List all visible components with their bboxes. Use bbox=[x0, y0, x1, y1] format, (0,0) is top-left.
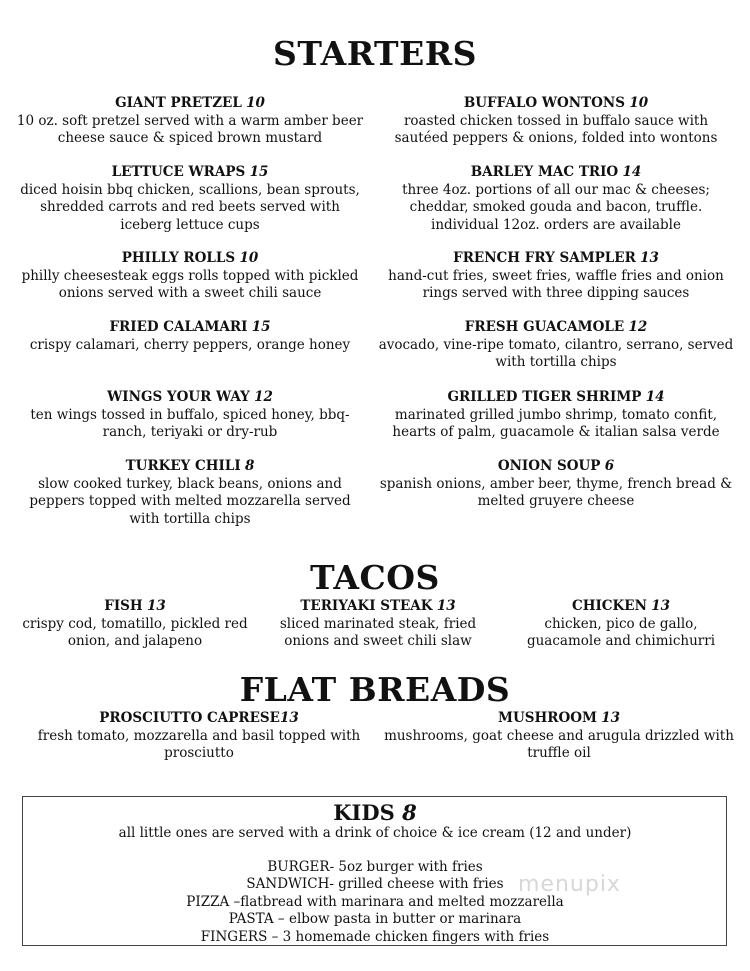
flatbreads-heading: FLAT BREADS bbox=[239, 670, 511, 709]
item-name: FRIED CALAMARI bbox=[109, 319, 248, 335]
menu-item bbox=[262, 598, 494, 651]
menu-item bbox=[378, 164, 734, 234]
item-description: crispy cod, tomatillo, pickled red onion, and jalapeno bbox=[22, 615, 248, 649]
menu-item bbox=[15, 319, 365, 354]
item-description: crispy calamari, cherry peppers, orange honey bbox=[29, 336, 351, 353]
menu-item bbox=[506, 598, 736, 651]
item-description: diced hoisin bbq chicken, scallions, bean sprouts, shredded carrots and red beets served with iceberg lettuce cups bbox=[20, 181, 360, 233]
watermark: menupix bbox=[518, 872, 621, 897]
item-price: 12 bbox=[628, 319, 648, 335]
item-description: slow cooked turkey, black beans, onions and peppers topped with melted mozzarella served with tortilla chips bbox=[29, 475, 351, 527]
item-name: FRENCH FRY SAMPLER bbox=[453, 250, 636, 266]
item-description: ten wings tossed in buffalo, spiced honey, bbq-ranch, teriyaki or dry-rub bbox=[30, 406, 350, 440]
kids-menu-list bbox=[0, 859, 750, 946]
kids-heading-label: KIDS bbox=[333, 800, 395, 825]
item-description: fresh tomato, mozzarella and basil topped with prosciutto bbox=[37, 727, 361, 761]
item-price: 13 bbox=[601, 710, 620, 726]
item-price: 13 bbox=[436, 598, 456, 614]
item-name: FRESH GUACAMOLE bbox=[464, 319, 625, 335]
item-name: PHILLY ROLLS bbox=[121, 250, 236, 266]
kids-price: 8 bbox=[402, 800, 417, 825]
kids-note: all little ones are served with a drink of choice & ice cream (12 and under) bbox=[118, 825, 632, 841]
item-description: 10 oz. soft pretzel served with a warm amber beer cheese sauce & spiced brown mustard bbox=[16, 112, 364, 146]
item-description: roasted chicken tossed in buffalo sauce with sautéed peppers & onions, folded into wontons bbox=[394, 112, 718, 146]
item-description: hand-cut fries, sweet fries, waffle fries and onion rings served with three dipping sauces bbox=[388, 267, 724, 301]
item-name: FISH bbox=[104, 598, 143, 614]
item-description: three 4oz. portions of all our mac & cheeses; cheddar, smoked gouda and bacon, truffle. individual 12oz. orders are available bbox=[402, 181, 710, 233]
item-description: spanish onions, amber beer, thyme, french bread & melted gruyere cheese bbox=[379, 475, 733, 509]
item-price: 13 bbox=[279, 710, 299, 726]
menu-item bbox=[15, 598, 255, 651]
menu-item bbox=[15, 95, 365, 148]
item-name: PROSCIUTTO CAPRESE bbox=[99, 710, 280, 726]
item-price: 15 bbox=[251, 319, 271, 335]
item-description: avocado, vine-ripe tomato, cilantro, serrano, served with tortilla chips bbox=[378, 336, 734, 370]
item-price: 8 bbox=[244, 458, 255, 474]
item-price: 14 bbox=[622, 164, 642, 180]
list-item: BURGER- 5oz burger with fries bbox=[267, 859, 483, 875]
menu-item bbox=[378, 250, 734, 303]
item-price: 10 bbox=[246, 95, 265, 111]
item-price: 15 bbox=[249, 164, 269, 180]
menu-item bbox=[15, 164, 365, 234]
item-name: TURKEY CHILI bbox=[125, 458, 241, 474]
item-price: 10 bbox=[629, 95, 649, 111]
list-item: SANDWICH- grilled cheese with fries bbox=[246, 876, 504, 893]
item-name: TERIYAKI STEAK bbox=[300, 598, 433, 614]
menu-item bbox=[378, 319, 734, 372]
item-description: philly cheesesteak eggs rolls topped with pickled onions served with a sweet chili sauce bbox=[21, 267, 359, 301]
item-price: 13 bbox=[146, 598, 166, 614]
menu-item bbox=[20, 710, 378, 763]
kids-heading bbox=[0, 800, 750, 825]
item-description: marinated grilled jumbo shrimp, tomato confit, hearts of palm, guacamole & italian salsa verde bbox=[392, 406, 720, 440]
list-item: FINGERS – 3 homemade chicken fingers with fries bbox=[200, 928, 550, 945]
item-description: chicken, pico de gallo, guacamole and chimichurri bbox=[526, 615, 716, 649]
item-description: sliced marinated steak, fried onions and sweet chili slaw bbox=[279, 615, 477, 649]
item-name: GIANT PRETZEL bbox=[115, 95, 242, 111]
item-price: 14 bbox=[645, 389, 665, 405]
item-price: 10 bbox=[239, 250, 259, 266]
menu-item bbox=[378, 458, 734, 511]
menu-item bbox=[384, 710, 734, 763]
item-name: GRILLED TIGER SHRIMP bbox=[447, 389, 642, 405]
item-name: WINGS YOUR WAY bbox=[107, 389, 250, 405]
list-item: PASTA – elbow pasta in butter or marinara bbox=[228, 911, 522, 928]
item-name: ONION SOUP bbox=[497, 458, 601, 474]
menu-item bbox=[15, 389, 365, 442]
item-price: 13 bbox=[640, 250, 659, 266]
item-name: BUFFALO WONTONS bbox=[463, 95, 626, 111]
menu-item bbox=[15, 250, 365, 303]
starters-heading: STARTERS bbox=[273, 34, 477, 73]
list-item: PIZZA –flatbread with marinara and melted mozzarella bbox=[186, 893, 564, 910]
item-description: mushrooms, goat cheese and arugula drizzled with truffle oil bbox=[384, 727, 734, 761]
item-name: CHICKEN bbox=[571, 598, 647, 614]
menu-item bbox=[378, 95, 734, 148]
item-price: 12 bbox=[254, 389, 273, 405]
item-name: BARLEY MAC TRIO bbox=[470, 164, 619, 180]
item-price: 6 bbox=[604, 458, 615, 474]
menu-item bbox=[378, 389, 734, 442]
tacos-heading: TACOS bbox=[310, 558, 440, 597]
item-name: LETTUCE WRAPS bbox=[111, 164, 246, 180]
item-price: 13 bbox=[651, 598, 671, 614]
item-name: MUSHROOM bbox=[498, 710, 597, 726]
menu-item bbox=[15, 458, 365, 528]
